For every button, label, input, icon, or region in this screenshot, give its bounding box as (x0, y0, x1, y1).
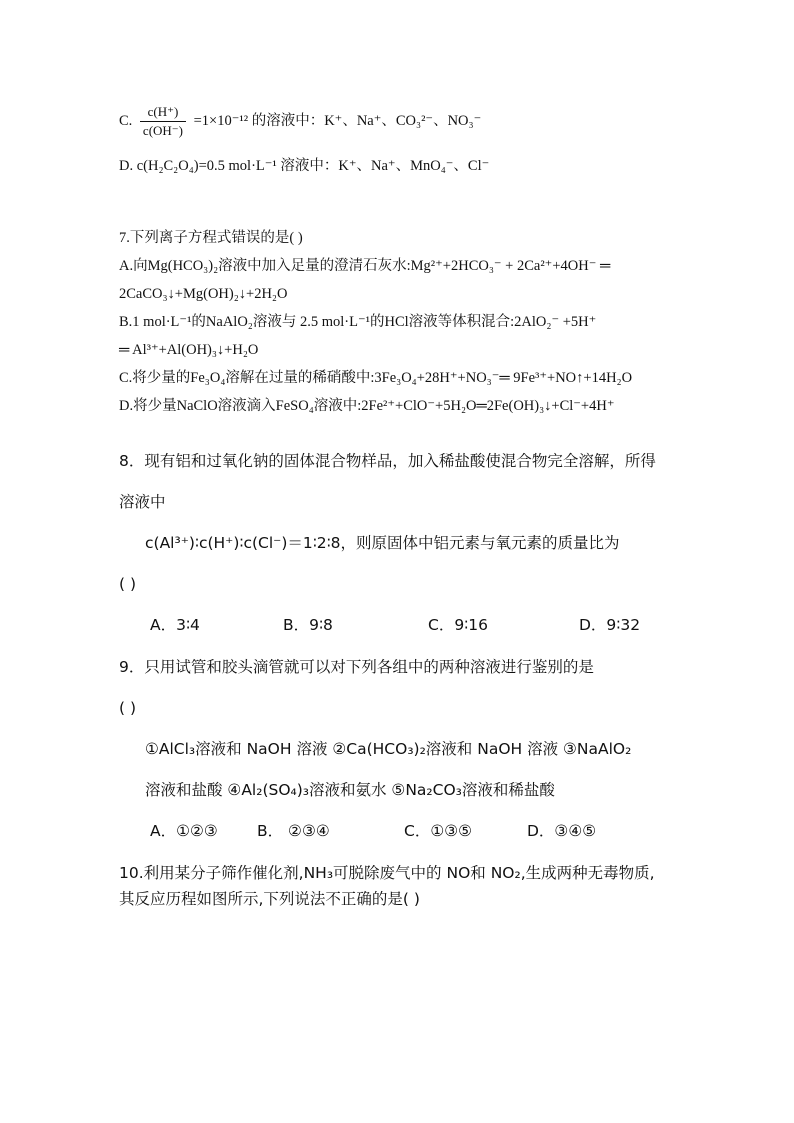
question-7-option-b-line1: B.1 mol·L⁻¹的NaAlO₂溶液与 2.5 mol·L⁻¹的HCl溶液等体积混合:2AlO₂⁻ +5H⁺ (119, 314, 597, 330)
question-10-stem-line1: 10.利用某分子筛作催化剂,NH₃可脱除废气中的 NO和 NO₂,生成两种无毒物质, (119, 864, 655, 882)
question-9-option-a: A．①②③ (150, 822, 218, 840)
fraction-numerator: c(H⁺) (140, 104, 186, 122)
option-c-text: =1×10⁻¹² 的溶液中：K⁺、Na⁺、CO₃²⁻、NO₃⁻ (193, 112, 482, 129)
question-9-items-line2: 溶液和盐酸 ④Al₂(SO₄)₃溶液和氨水 ⑤Na₂CO₃溶液和稀盐酸 (145, 781, 555, 799)
question-7-option-a-line1: A.向Mg(HCO₃)₂溶液中加入足量的澄清石灰水:Mg²⁺+2HCO₃⁻ + 2Ca²⁺+4OH⁻ ═ (119, 258, 611, 274)
ion-ratio-fraction (140, 104, 186, 139)
question-8-option-b: B．9∶8 (283, 616, 333, 634)
question-8-stem-line3: c(Al³⁺)∶c(H⁺)∶c(Cl⁻)＝1∶2∶8，则原固体中铝元素与氧元素的质量比为 (145, 534, 620, 552)
question-8-answer-paren: ( ) (119, 575, 137, 593)
question-7-option-b-line2: ═ Al³⁺+Al(OH)₃↓+H₂O (119, 342, 259, 358)
question-8-option-a: A．3∶4 (150, 616, 200, 634)
question-9-items-line1: ①AlCl₃溶液和 NaOH 溶液 ②Ca(HCO₃)₂溶液和 NaOH 溶液 ③NaAlO₂ (145, 740, 632, 758)
question-9-option-b: B． ②③④ (257, 822, 330, 840)
question-8-option-c: C．9∶16 (428, 616, 488, 634)
question-9-stem: 9．只用试管和胶头滴管就可以对下列各组中的两种溶液进行鉴别的是 (119, 658, 594, 676)
question-7-option-c: C.将少量的Fe₃O₄溶解在过量的稀硝酸中:3Fe₃O₄+28H⁺+NO₃⁻═ 9Fe³⁺+NO↑+14H₂O (119, 370, 633, 386)
question-9-option-c: C．①③⑤ (404, 822, 473, 840)
question-9-answer-paren: ( ) (119, 699, 137, 717)
question-8-option-d: D．9∶32 (579, 616, 641, 634)
question-7-option-a-line2: 2CaCO₃↓+Mg(OH)₂↓+2H₂O (119, 286, 288, 302)
option-c-row (119, 104, 481, 139)
option-c-label: C. (119, 112, 133, 129)
question-9-option-d: D．③④⑤ (527, 822, 597, 840)
question-8-stem-line1: 8．现有铝和过氧化钠的固体混合物样品，加入稀盐酸使混合物完全溶解，所得 (119, 452, 656, 470)
question-7-option-d: D.将少量NaClO溶液滴入FeSO₄溶液中:2Fe²⁺+ClO⁻+5H₂O═2Fe(OH)₃↓+Cl⁻+4H⁺ (119, 398, 615, 414)
question-10-stem-line2: 其反应历程如图所示,下列说法不正确的是( ) (119, 890, 420, 908)
question-8-stem-line2: 溶液中 (119, 493, 166, 511)
question-7-stem: 7.下列离子方程式错误的是( ) (119, 230, 303, 246)
option-d-row: D. c(H₂C₂O₄)=0.5 mol·L⁻¹ 溶液中：K⁺、Na⁺、MnO₄⁻、Cl⁻ (119, 158, 490, 174)
fraction-denominator: c(OH⁻) (142, 123, 183, 138)
